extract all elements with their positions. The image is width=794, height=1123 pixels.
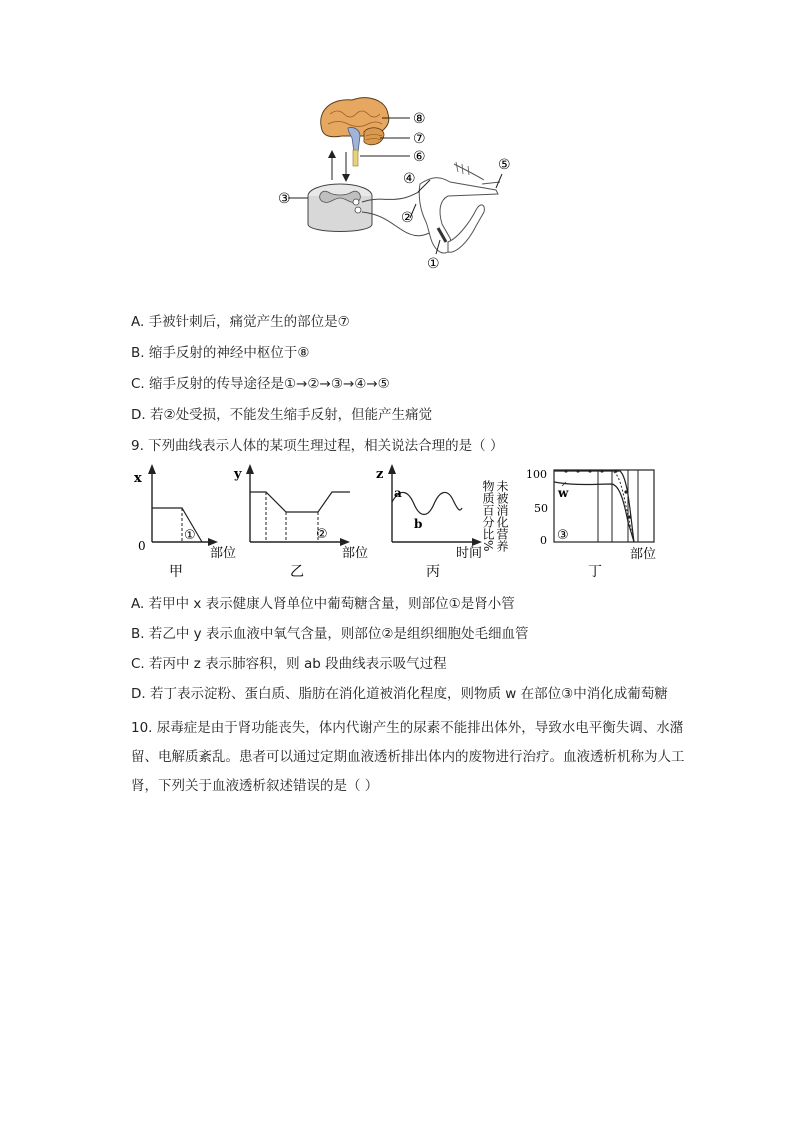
q9-graphs	[126, 462, 666, 582]
graph-bing-ylabel: z	[376, 467, 384, 482]
graph-yi-caption: 乙	[290, 564, 304, 580]
graph-ding-tick-0: 0	[540, 534, 547, 547]
q8-option-b: B. 缩手反射的神经中枢位于⑧	[131, 345, 310, 361]
graph-bing-point-b: b	[414, 517, 423, 531]
graph-ding-tick-50: 50	[534, 502, 548, 515]
graph-jia-xlabel: 部位	[210, 546, 237, 561]
q8-option-d: D. 若②处受损，不能发生缩手反射，但能产生痛觉	[131, 407, 433, 423]
graph-jia-ylabel: x	[134, 471, 142, 486]
graph-jia-origin: 0	[138, 539, 146, 553]
marker-4: ④	[403, 171, 416, 187]
arm-illustration	[419, 162, 500, 253]
graph-ding-ylabel-line-2: 物质百分比%	[481, 480, 495, 552]
graph-ding-ylabel-line-1: 未被消化营养	[495, 480, 509, 552]
marker-5: ⑤	[498, 157, 511, 173]
graph-jia-caption: 甲	[169, 564, 183, 580]
graph-ding-tick-100: 100	[526, 468, 547, 481]
q9-option-b: B. 若乙中 y 表示血液中氧气含量，则部位②是组织细胞处毛细血管	[131, 626, 529, 642]
graph-ding-curve-label: w	[558, 486, 569, 500]
graph-jia	[134, 464, 236, 580]
graph-yi	[233, 464, 368, 580]
graph-ding-marker: ③	[557, 528, 569, 543]
marker-1: ①	[427, 256, 440, 272]
graph-yi-ylabel: y	[234, 467, 242, 482]
marker-2: ②	[401, 210, 414, 226]
reflex-arc-figure	[270, 92, 530, 272]
graph-ding-xlabel: 部位	[630, 547, 657, 562]
q8-option-c: C. 缩手反射的传导途径是①→②→③→④→⑤	[131, 376, 390, 392]
graph-yi-marker: ②	[316, 527, 328, 542]
q8-option-a: A. 手被针刺后，痛觉产生的部位是⑦	[131, 314, 350, 330]
graph-bing-point-a: a	[394, 486, 402, 500]
marker-6: ⑥	[413, 149, 426, 165]
marker-8: ⑧	[413, 111, 426, 127]
q9-option-d: D. 若丁表示淀粉、蛋白质、脂肪在消化道被消化程度，则物质 w 在部位③中消化成葡萄糖	[131, 686, 668, 702]
graph-ding	[481, 468, 656, 580]
graph-bing-xlabel: 时间	[456, 546, 483, 561]
q9-option-c: C. 若丙中 z 表示肺容积，则 ab 段曲线表示吸气过程	[131, 656, 447, 672]
marker-3: ③	[278, 191, 291, 207]
q9-stem: 9. 下列曲线表示人体的某项生理过程，相关说法合理的是（ ）	[131, 438, 504, 454]
graph-jia-marker: ①	[184, 528, 196, 543]
graph-ding-caption: 丁	[588, 564, 602, 580]
q9-option-a: A. 若甲中 x 表示健康人肾单位中葡萄糖含量，则部位①是肾小管	[131, 596, 515, 612]
graph-bing	[376, 464, 482, 580]
q10-text: 10. 尿毒症是由于肾功能丧失，体内代谢产生的尿素不能排出体外，导致水电平衡失调、水潴留、电解质紊乱。患者可以通过定期血液透析排出体内的废物进行治疗。血液透析机称为人工肾，下列关于血液透析叙述错误的是（ ）	[131, 720, 685, 794]
marker-7: ⑦	[413, 131, 426, 147]
spinal-cord-illustration	[308, 184, 372, 232]
graph-bing-caption: 丙	[426, 564, 440, 580]
graph-yi-xlabel: 部位	[342, 546, 369, 561]
